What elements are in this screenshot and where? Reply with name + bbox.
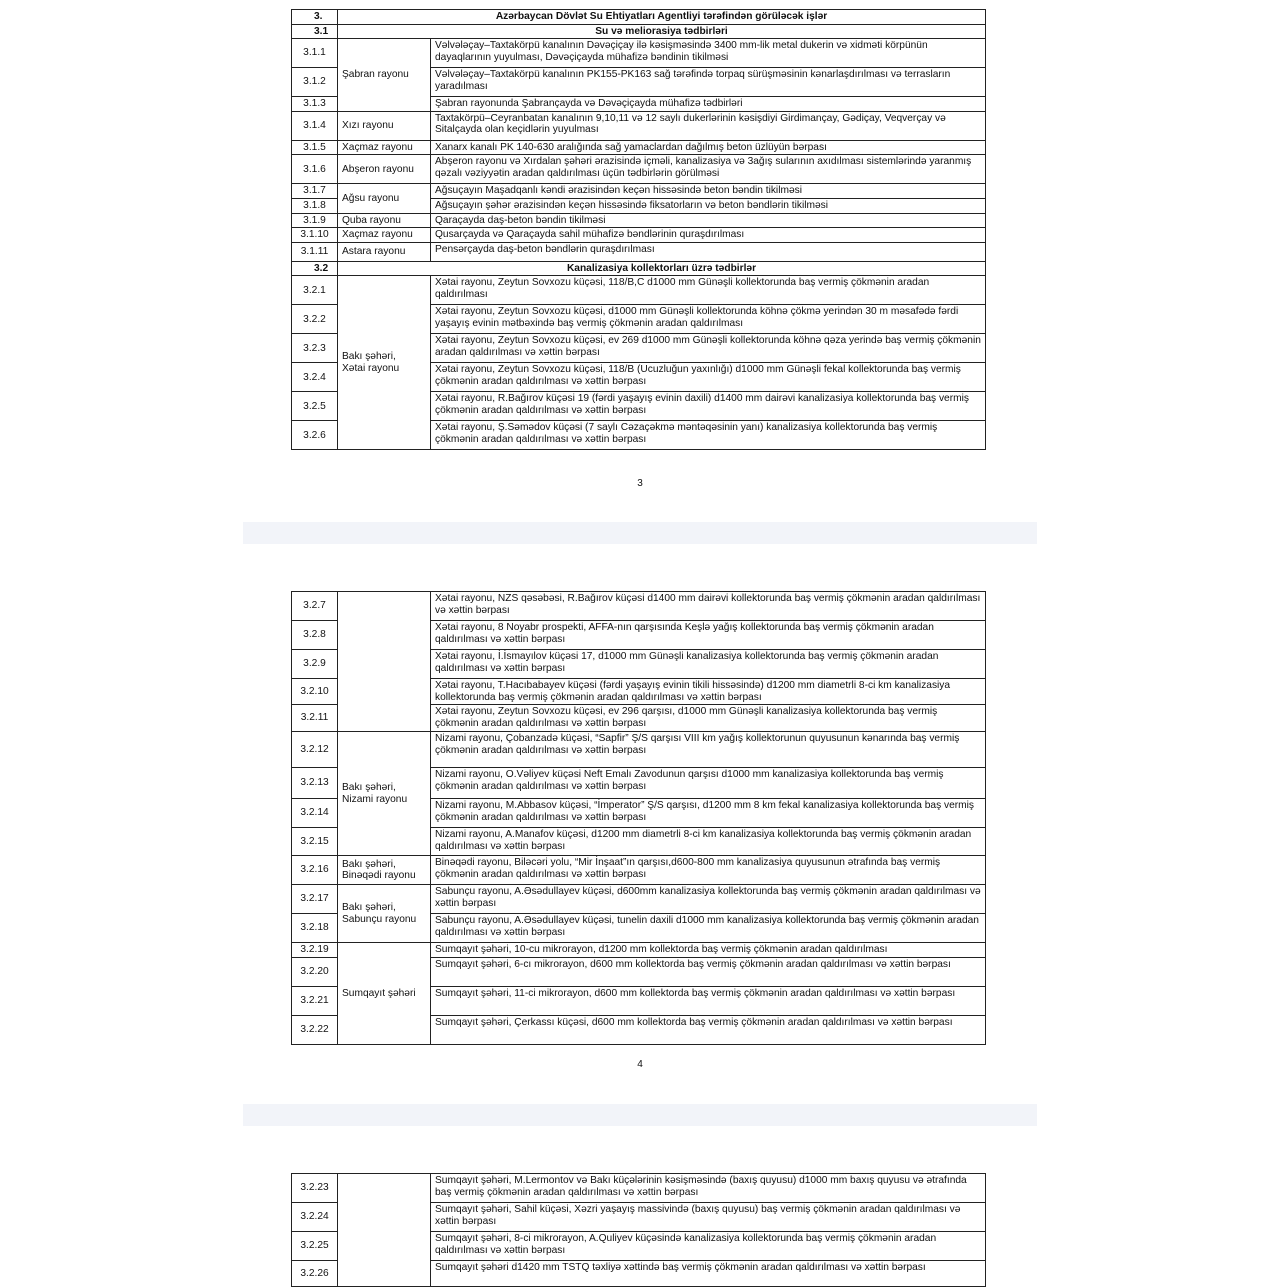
task-description: Qaraçayda daş-beton bəndin tikilməsi xyxy=(431,213,986,228)
works-table-page-5 xyxy=(291,1173,986,1287)
task-description: Xətai rayonu, Zeytun Sovxozu küçəsi, 118/B (Ucuzluğun yaxınlığı) d1000 mm Günəşli fekal kollektorunda baş vermiş çökmənin aradan qaldırılması və xəttin bərpası xyxy=(431,363,986,392)
task-description: Xətai rayonu, Zeytun Sovxozu küçəsi, ev 296 qarşısı, d1000 mm Günəşli kanalizasiya kollektorunda baş vermiş çökmənin aradan qaldırılması və xəttin bərpası xyxy=(431,705,986,732)
item-number: 3.2.14 xyxy=(292,799,338,828)
item-number: 3.2.9 xyxy=(292,650,338,679)
item-number: 3.1.2 xyxy=(292,68,338,97)
task-description: Sabunçu rayonu, A.Əsədullayev küçəsi, tunelin daxili d1000 mm kanalizasiya kollektorunda baş vermiş çökmənin aradan qaldırılması və xəttin bərpası xyxy=(431,914,986,943)
task-description: Sumqayıt şəhəri, Sahil küçəsi, Xəzri yaşayış massivində (baxış quyusu) baş vermiş çökmənin aradan qaldırılması və xəttin bərpası xyxy=(431,1203,986,1232)
section-number: 3.2 xyxy=(292,261,338,276)
task-description: Qusarçayda və Qaraçayda sahil mühafizə bəndlərinin quraşdırılması xyxy=(431,228,986,243)
table-row xyxy=(292,856,986,885)
item-number: 3.1.4 xyxy=(292,111,338,140)
district-cell: Bakı şəhəri, Xətai rayonu xyxy=(338,276,431,450)
district-cell xyxy=(338,1174,431,1287)
section-header-row xyxy=(292,261,986,276)
item-number: 3.2.20 xyxy=(292,957,338,986)
item-number: 3.2.24 xyxy=(292,1203,338,1232)
district-cell: Ağsu rayonu xyxy=(338,184,431,213)
section-title: Azərbaycan Dövlət Su Ehtiyatları Agentliyi tərəfindən görüləcək işlər xyxy=(338,10,986,25)
item-number: 3.2.16 xyxy=(292,856,338,885)
district-cell: Xaçmaz rayonu xyxy=(338,228,431,243)
item-number: 3.2.5 xyxy=(292,392,338,421)
task-description: Xətai rayonu, Zeytun Sovxozu küçəsi, d1000 mm Günəşli kollektorunda köhnə çökmə yerindən 30 m məsafədə fərdi yaşayış evinin mətbəxində baş vermiş çökmənin aradan qaldırılması xyxy=(431,305,986,334)
section-header-row xyxy=(292,24,986,39)
page-separator xyxy=(243,522,1037,544)
task-description: Şabran rayonunda Şabrançayda və Dəvəçiçayda mühafizə tədbirləri xyxy=(431,97,986,112)
district-cell: Bakı şəhəri, Sabunçu rayonu xyxy=(338,885,431,943)
item-number: 3.1.9 xyxy=(292,213,338,228)
item-number: 3.2.22 xyxy=(292,1015,338,1044)
page-number: 4 xyxy=(637,1059,643,1070)
task-description: Sabunçu rayonu, A.Əsədullayev küçəsi, d600mm kanalizasiya kollektorunda baş vermiş çökmənin aradan qaldırılması və xəttin bərpası xyxy=(431,885,986,914)
page-number: 3 xyxy=(637,478,643,489)
item-number: 3.2.23 xyxy=(292,1174,338,1203)
item-number: 3.2.7 xyxy=(292,592,338,621)
task-description: Xanarx kanalı PK 140-630 aralığında sağ yamaclardan dağılmış beton üzlüyün bərpası xyxy=(431,140,986,155)
table-row xyxy=(292,1174,986,1203)
task-description: Xətai rayonu, Zeytun Sovxozu küçəsi, ev 269 d1000 mm Günəşli kollektorunda köhnə qəza yerində baş vermiş çökmənin aradan qaldırılması və xəttin bərpası xyxy=(431,334,986,363)
item-number: 3.2.4 xyxy=(292,363,338,392)
task-description: Sumqayıt şəhəri, 6-cı mikrorayon, d600 mm kollektorda baş vermiş çökmənin aradan qaldırılması və xəttin bərpası xyxy=(431,957,986,986)
task-description: Vəlvələçay–Taxtakörpü kanalının Dəvəçiçay ilə kəsişməsində 3400 mm-lik metal dukerin və xidməti körpünün dayaqlarının yuyulması, Dəvəçiçayda mühafizə bəndinin tikilməsi xyxy=(431,39,986,68)
task-description: Sumqayıt şəhəri, 8-ci mikrorayon, A.Quliyev küçəsində kanalizasiya kollektorunda baş vermiş çökmənin aradan qaldırılması və xəttin bərpası xyxy=(431,1232,986,1261)
item-number: 3.2.2 xyxy=(292,305,338,334)
district-cell: Xızı rayonu xyxy=(338,111,431,140)
task-description: Nizami rayonu, O.Vəliyev küçəsi Neft Emalı Zavodunun qarşısı d1000 mm kanalizasiya kollektorunda baş vermiş çökmənin aradan qaldırılması və xəttin bərpası xyxy=(431,768,986,799)
item-number: 3.1.7 xyxy=(292,184,338,199)
task-description: Sumqayıt şəhəri, 10-cu mikrorayon, d1200 mm kollektorda baş vermiş çökmənin aradan qaldırılması xyxy=(431,943,986,958)
district-cell: Quba rayonu xyxy=(338,213,431,228)
section-number: 3. xyxy=(292,10,338,25)
task-description: Xətai rayonu, 8 Noyabr prospekti, AFFA-nın qarşısında Keşlə yağış kollektorunda baş vermiş çökmənin aradan qaldırılması və xəttin bərpası xyxy=(431,621,986,650)
task-description: Nizami rayonu, M.Abbasov küçəsi, “İmperator” Ş/S qarşısı, d1200 mm 8 km fekal kanalizasiya kollektorunda baş vermiş çökmənin aradan qaldırılması və xəttin bərpası xyxy=(431,799,986,828)
table-row xyxy=(292,184,986,199)
item-number: 3.1.10 xyxy=(292,228,338,243)
section-number: 3.1 xyxy=(292,24,338,39)
district-cell: Bakı şəhəri, Binəqədi rayonu xyxy=(338,856,431,885)
task-description: Xətai rayonu, Zeytun Sovxozu küçəsi, 118/B,C d1000 mm Günəşli kollektorunda baş vermiş çökmənin aradan qaldırılması xyxy=(431,276,986,305)
item-number: 3.2.3 xyxy=(292,334,338,363)
table-row xyxy=(292,592,986,621)
item-number: 3.1.8 xyxy=(292,198,338,213)
item-number: 3.2.13 xyxy=(292,768,338,799)
task-description: Vəlvələçay–Taxtakörpü kanalının PK155-PK163 sağ tərəfində torpaq sürüşməsinin kənarlaşdırılması və terrasların yaradılması xyxy=(431,68,986,97)
task-description: Xətai rayonu, T.Hacıbabayev küçəsi (fərdi yaşayış evinin tikili hissəsində) d1200 mm diametrli 8-ci km kanalizasiya kollektorunda baş vermiş çökmənin aradan qaldırılması və xəttin bərpası xyxy=(431,679,986,705)
task-description: Xətai rayonu, R.Bağırov küçəsi 19 (fərdi yaşayış evinin daxili) d1400 mm dairəvi kanalizasiya kollektorunda baş vermiş çökmənin aradan qaldırılması və xəttin bərpası xyxy=(431,392,986,421)
page-separator xyxy=(243,1104,1037,1126)
district-cell: Sumqayıt şəhəri xyxy=(338,943,431,1045)
task-description: Sumqayıt şəhəri, M.Lermontov və Bakı küçələrinin kəsişməsində (baxış quyusu) d1000 mm baxış quyusu və ətrafında baş vermiş çökmənin aradan qaldırılması və xəttin bərpası xyxy=(431,1174,986,1203)
item-number: 3.2.15 xyxy=(292,828,338,856)
task-description: Binəqədi rayonu, Biləcəri yolu, “Mir İnşaat”ın qarşısı,d600-800 mm kanalizasiya quyusunun ətrafında baş vermiş çökmənin aradan qaldırılması və xəttin bərpası xyxy=(431,856,986,885)
item-number: 3.2.26 xyxy=(292,1261,338,1287)
district-cell xyxy=(338,592,431,732)
task-description: Ağsuçayın şəhər ərazisindən keçən hissəsində fiksatorların və beton bəndlərin tikilməsi xyxy=(431,198,986,213)
item-number: 3.2.25 xyxy=(292,1232,338,1261)
task-description: Xətai rayonu, Ş.Səmədov küçəsi (7 saylı Cəzaçəkmə məntəqəsinin yanı) kanalizasiya kollektorunda baş vermiş çökmənin aradan qaldırılması və xəttin bərpası xyxy=(431,421,986,450)
task-description: Xətai rayonu, NZS qəsəbəsi, R.Bağırov küçəsi d1400 mm dairəvi kollektorunda baş vermiş çökmənin aradan qaldırılması və xəttin bərpası xyxy=(431,592,986,621)
item-number: 3.2.17 xyxy=(292,885,338,914)
item-number: 3.2.6 xyxy=(292,421,338,450)
item-number: 3.1.6 xyxy=(292,155,338,184)
table-row xyxy=(292,943,986,958)
item-number: 3.1.1 xyxy=(292,39,338,68)
task-description: Sumqayıt şəhəri d1420 mm TSTQ təxliyə xəttində baş vermiş çökmənin aradan qaldırılması və xəttin bərpası xyxy=(431,1261,986,1287)
item-number: 3.2.1 xyxy=(292,276,338,305)
table-row xyxy=(292,39,986,68)
task-description: Xətai rayonu, İ.İsmayılov küçəsi 17, d1000 mm Günəşli kanalizasiya kollektorunda baş vermiş çökmənin aradan qaldırılması və xəttin bərpası xyxy=(431,650,986,679)
task-description: Nizami rayonu, Çobanzadə küçəsi, “Sapfir” Ş/S qarşısı VIII km yağış kollektorunun quyusunun kənarında baş vermiş çökmənin aradan qaldırılması və xəttin bərpası xyxy=(431,732,986,768)
task-description: Pensərçayda daş-beton bəndlərin quraşdırılması xyxy=(431,242,986,261)
table-row xyxy=(292,155,986,184)
table-row xyxy=(292,213,986,228)
item-number: 3.2.11 xyxy=(292,705,338,732)
item-number: 3.2.18 xyxy=(292,914,338,943)
task-description: Taxtakörpü–Ceyranbatan kanalının 9,10,11 və 12 saylı dukerlərinin kəsişdiyi Girdimançay, Gədiçay, Veqverçay və Sitalçayda olan keçidlərin yuyulması xyxy=(431,111,986,140)
table-row xyxy=(292,276,986,305)
item-number: 3.2.12 xyxy=(292,732,338,768)
task-description: Abşeron rayonu və Xırdalan şəhəri ərazisində içməli, kanalizasiya və 3ağış sularının axıdılması sistemlərində yaranmış qəzalı vəziyyətin aradan qaldırılması üçün tədbirlərin görülməsi xyxy=(431,155,986,184)
district-cell: Abşeron rayonu xyxy=(338,155,431,184)
section-header-row xyxy=(292,10,986,25)
table-row xyxy=(292,140,986,155)
task-description: Sumqayıt şəhəri, Çerkassı küçəsi, d600 mm kollektorda baş vermiş çökmənin aradan qaldırılması və xəttin bərpası xyxy=(431,1015,986,1044)
item-number: 3.1.5 xyxy=(292,140,338,155)
table-row xyxy=(292,228,986,243)
item-number: 3.1.11 xyxy=(292,242,338,261)
works-table-page-4 xyxy=(291,591,986,1045)
section-title: Su və meliorasiya tədbirləri xyxy=(338,24,986,39)
district-cell: Xaçmaz rayonu xyxy=(338,140,431,155)
item-number: 3.2.8 xyxy=(292,621,338,650)
item-number: 3.1.3 xyxy=(292,97,338,112)
task-description: Sumqayıt şəhəri, 11-ci mikrorayon, d600 mm kollektorda baş vermiş çökmənin aradan qaldırılması və xəttin bərpası xyxy=(431,986,986,1015)
table-row xyxy=(292,111,986,140)
task-description: Nizami rayonu, A.Manafov küçəsi, d1200 mm diametrli 8-ci km kanalizasiya kollektorunda baş vermiş çökmənin aradan qaldırılması və xəttin bərpası xyxy=(431,828,986,856)
task-description: Ağsuçayın Maşadqanlı kəndi ərazisindən keçən hissəsində beton bəndin tikilməsi xyxy=(431,184,986,199)
section-title: Kanalizasiya kollektorları üzrə tədbirlər xyxy=(338,261,986,276)
table-row xyxy=(292,732,986,768)
item-number: 3.2.19 xyxy=(292,943,338,958)
district-cell: Şabran rayonu xyxy=(338,39,431,112)
item-number: 3.2.10 xyxy=(292,679,338,705)
table-row xyxy=(292,242,986,261)
works-table-page-3 xyxy=(291,9,986,450)
table-row xyxy=(292,885,986,914)
item-number: 3.2.21 xyxy=(292,986,338,1015)
district-cell: Bakı şəhəri, Nizami rayonu xyxy=(338,732,431,856)
district-cell: Astara rayonu xyxy=(338,242,431,261)
